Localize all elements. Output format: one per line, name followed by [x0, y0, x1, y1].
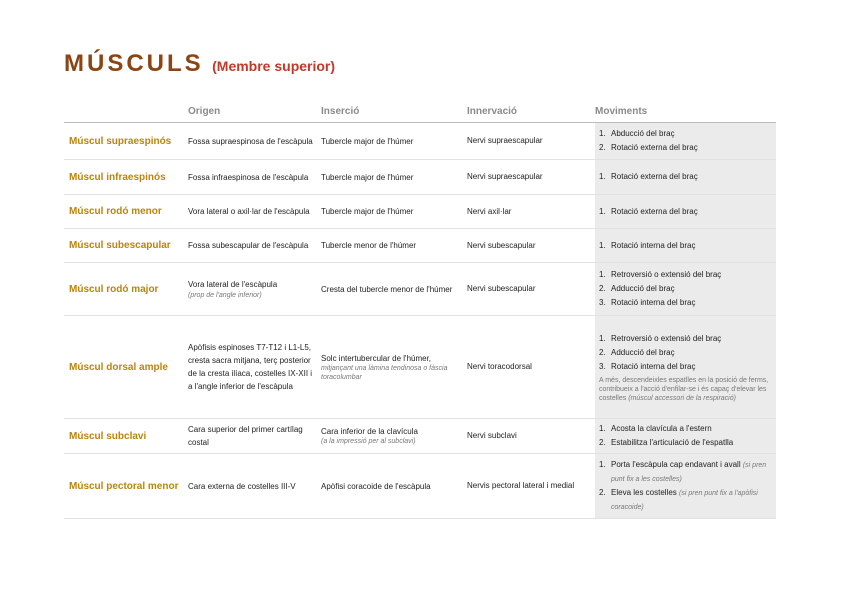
title-main: MÚSCULS [64, 50, 204, 77]
moviment-text: Estabilitza l'articulació de l'espatlla [611, 438, 734, 447]
muscle-name-text: Múscul infraespinós [69, 171, 166, 183]
table-row [64, 454, 776, 519]
moviments-cell [595, 195, 776, 228]
origen-text: Cara superior del primer cartílag costal [188, 425, 303, 447]
page-title [64, 50, 335, 78]
muscle-name-text: Múscul rodó menor [69, 206, 162, 217]
muscles-table [64, 100, 776, 519]
title-subtitle: (Membre superior) [212, 58, 336, 74]
muscle-name [64, 195, 188, 228]
list-item [599, 360, 772, 374]
origen-cell [188, 160, 321, 194]
muscle-name [64, 229, 188, 262]
moviments-cell [595, 316, 776, 418]
list-item-body [611, 282, 675, 296]
list-number: 2. [599, 143, 606, 152]
insercio-note: (a la impressió per al subclavi) [321, 438, 416, 445]
innervacio-text: Nervi subescapular [467, 240, 536, 250]
innervacio-cell [467, 195, 595, 228]
innervacio-text: Nervis pectoral lateral i medial [467, 481, 575, 490]
insercio-cell [321, 263, 467, 315]
insercio-cell [321, 160, 467, 194]
list-item-body [611, 127, 675, 141]
innervacio-text: Nervi supraescapular [467, 172, 543, 181]
list-number: 2. [599, 438, 606, 447]
header-insercio: Inserció [321, 105, 360, 117]
header-innervacio: Innervació [467, 105, 518, 117]
innervacio-cell [467, 316, 595, 418]
list-item-body [611, 239, 696, 253]
insercio-cell [321, 123, 467, 159]
list-item [599, 436, 772, 450]
moviment-note: (si pren punt fix a l'apòfisi coracoide) [611, 490, 758, 511]
list-item [599, 458, 772, 486]
list-item [599, 296, 772, 310]
origen-cell [188, 123, 321, 159]
list-number: 1. [599, 240, 606, 250]
header-origen: Origen [188, 105, 221, 117]
innervacio-cell [467, 160, 595, 194]
list-item-body [611, 346, 675, 360]
list-item [599, 127, 772, 141]
list-item [599, 268, 772, 282]
list-number: 1. [599, 333, 606, 343]
innervacio-text: Nervi subescapular [467, 284, 536, 293]
muscle-name [64, 160, 188, 194]
insercio-text: Solc intertubercular de l'húmer, [321, 353, 432, 363]
table-header [64, 100, 776, 123]
origen-text: Vora lateral de l'escàpula [188, 280, 278, 289]
muscle-name-text: Múscul pectoral menor [69, 480, 179, 492]
insercio-note: mitjançant una làmina tendinosa o fàscia toracolumbar [321, 364, 448, 381]
moviment-text: Rotació externa del braç [611, 143, 698, 152]
innervacio-text: Nervi toracodorsal [467, 362, 532, 371]
insercio-text: Apòfisi coracoide de l'escàpula [321, 481, 431, 491]
origen-cell [188, 229, 321, 262]
list-item-body [611, 170, 698, 184]
muscle-name [64, 419, 188, 453]
insercio-text: Tubercle major de l'húmer [321, 207, 414, 216]
list-number: 1. [599, 424, 606, 433]
moviment-text: Retroversió o extensió del braç [611, 333, 722, 343]
innervacio-text: Nervi supraescapular [467, 136, 543, 145]
table-row [64, 229, 776, 263]
list-item-body [611, 268, 721, 282]
origen-cell [188, 419, 321, 453]
list-item-body [611, 486, 772, 514]
muscle-name [64, 454, 188, 518]
muscle-name [64, 123, 188, 159]
list-item-body [611, 296, 696, 310]
origen-cell [188, 316, 321, 418]
list-item-body [611, 360, 696, 374]
list-item-body [611, 141, 698, 155]
innervacio-cell [467, 454, 595, 518]
insercio-cell [321, 454, 467, 518]
list-item [599, 346, 772, 360]
muscle-name-text: Múscul subclavi [69, 430, 147, 442]
innervacio-cell [467, 123, 595, 159]
moviments-cell [595, 160, 776, 194]
moviment-text: Rotació interna del braç [611, 361, 696, 371]
moviment-text: Porta l'escàpula cap endavant i avall [611, 460, 741, 469]
table-row [64, 263, 776, 316]
list-number: 1. [599, 460, 606, 469]
insercio-cell [321, 419, 467, 453]
list-item [599, 486, 772, 514]
origen-note: (prop de l'angle inferior) [188, 292, 262, 299]
moviment-text: Adducció del braç [611, 284, 675, 293]
moviment-text: Acosta la clavícula a l'estern [611, 424, 712, 433]
muscle-name [64, 263, 188, 315]
moviment-text: Rotació interna del braç [611, 240, 696, 250]
list-item-body [611, 205, 698, 219]
moviment-note: (si pren punt fix a les costelles) [611, 462, 767, 483]
insercio-text: Cresta del tubercle menor de l'húmer [321, 284, 453, 294]
insercio-text: Tubercle menor de l'húmer [321, 241, 417, 250]
list-number: 1. [599, 270, 606, 279]
innervacio-cell [467, 229, 595, 262]
origen-text: Vora lateral o axil·lar de l'escàpula [188, 207, 310, 216]
moviment-text: Adducció del braç [611, 347, 675, 357]
moviment-text: Rotació interna del braç [611, 298, 696, 307]
table-row [64, 195, 776, 229]
insercio-text: Cara inferior de la clavícula [321, 427, 418, 436]
muscle-name-text: Múscul dorsal ample [69, 361, 168, 373]
list-number: 2. [599, 284, 606, 293]
table-row [64, 316, 776, 419]
muscle-name [64, 316, 188, 418]
moviments-extra [599, 376, 772, 403]
list-item [599, 141, 772, 155]
moviment-text: Abducció del braç [611, 129, 675, 138]
table-row [64, 419, 776, 454]
extra-text: A més, descendeixles espatlles en la posició de ferms, contribueix a l'acció d'enfilar-se i és capaç d'elevar les costelles [599, 376, 769, 402]
muscle-name-text: Múscul rodó major [69, 283, 159, 295]
innervacio-cell [467, 263, 595, 315]
list-item [599, 332, 772, 346]
list-number: 2. [599, 488, 606, 497]
insercio-cell [321, 195, 467, 228]
insercio-cell [321, 229, 467, 262]
list-item-body [611, 422, 712, 436]
list-number: 3. [599, 298, 606, 307]
list-item-body [611, 332, 721, 346]
header-moviments: Moviments [595, 105, 648, 117]
table-row [64, 160, 776, 195]
list-item [599, 422, 772, 436]
moviment-text: Retroversió o extensió del braç [611, 270, 722, 279]
list-number: 1. [599, 129, 606, 138]
list-number: 3. [599, 361, 606, 371]
moviments-cell [595, 263, 776, 315]
moviments-cell [595, 123, 776, 159]
list-number: 1. [599, 206, 606, 216]
origen-text: Fossa infraespinosa de l'escàpula [188, 172, 309, 182]
innervacio-text: Nervi axil·lar [467, 206, 512, 216]
origen-cell [188, 195, 321, 228]
origen-cell [188, 454, 321, 518]
list-item [599, 205, 772, 219]
innervacio-text: Nervi subclavi [467, 431, 517, 440]
list-number: 2. [599, 347, 606, 357]
origen-cell [188, 263, 321, 315]
moviments-cell [595, 454, 776, 518]
insercio-text: Tubercle major de l'húmer [321, 136, 414, 146]
moviment-text: Rotació externa del braç [611, 206, 698, 216]
origen-text: Fossa subescapular de l'escàpula [188, 241, 309, 250]
innervacio-cell [467, 419, 595, 453]
list-item [599, 170, 772, 184]
moviments-cell [595, 419, 776, 453]
list-item-body [611, 458, 772, 486]
origen-text: Fossa supraespinosa de l'escàpula [188, 136, 313, 146]
list-item [599, 239, 772, 253]
insercio-cell [321, 316, 467, 418]
muscle-name-text: Múscul subescapular [69, 240, 171, 251]
list-item [599, 282, 772, 296]
moviment-text: Rotació externa del braç [611, 172, 698, 181]
table-row [64, 123, 776, 160]
moviments-cell [595, 229, 776, 262]
origen-text: Apòfisis espinoses T7-T12 i L1-L5, cresta sacra mitjana, terç posterior de la cresta ilíaca, costelles IX-XII i a l'angle inferior de l'escàpula [188, 343, 313, 391]
list-number: 1. [599, 172, 606, 181]
muscle-name-text: Múscul supraespinós [69, 135, 172, 147]
moviment-text: Eleva les costelles [611, 488, 677, 497]
origen-text: Cara externa de costelles III-V [188, 481, 296, 491]
extra-note: (múscul accessori de la respiració) [628, 394, 736, 402]
insercio-text: Tubercle major de l'húmer [321, 172, 414, 182]
list-item-body [611, 436, 733, 450]
